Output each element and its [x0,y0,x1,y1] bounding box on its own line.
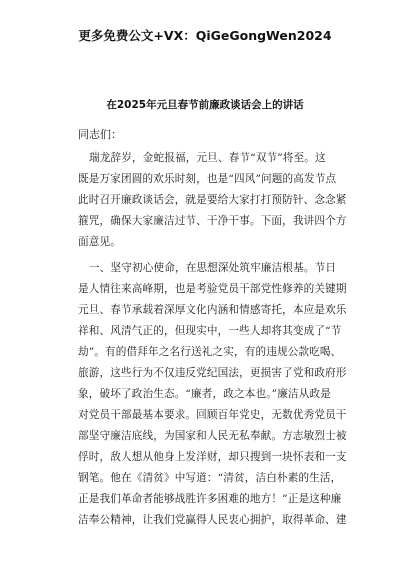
document-title: 在2025年元旦春节前廉政谈话会上的讲话 [106,99,304,111]
body-line: 旅游，这些行为不仅违反党纪国法，更损害了党和政府形 [78,367,347,379]
body-line: 面意见。 [78,236,121,248]
body-line: 既是万家团圆的欢乐时刻，也是“四风”问题的高发节点 [78,173,337,185]
body-line: 此时召开廉政谈话会，就是要给大家打打预防针、念念紧 [78,194,347,206]
body-line: 洁奉公精神，让我们党赢得人民衷心拥护，取得革命、建 [78,514,347,526]
body-line: 俘时，敌人想从他身上发洋财，却只搜到一块怀表和一支 [78,451,347,463]
body-line: 箍咒，确保大家廉洁过节、干净干事。下面，我讲四个方 [78,215,347,227]
body-line: 祥和、风清气正的，但现实中，一些人却将其变成了“节 [78,325,342,337]
body-line: 象，破坏了政治生态。“廉者，政之本也。”廉洁从政是 [78,388,331,400]
body-line: 对党员干部最基本要求。回顾百年党史，无数优秀党员干 [78,409,347,421]
body-line: 瑞龙辞岁，金蛇报福，元旦、春节“双节”将至。这 [89,152,326,164]
body-line: 是人情往来高峰期，也是考验党员干部党性修养的关键期 [78,283,347,295]
salutation: 同志们： [78,128,122,141]
body-line: 元旦、春节承载着深厚文化内涵和情感寄托，本应是欢乐 [78,304,347,316]
promo-header: 更多免费公文+VX：QiGeGongWen2024 [78,28,332,43]
body-line: 正是我们革命者能够战胜许多困难的地方！”正是这种廉 [78,493,342,505]
body-line: 劫”。有的借拜年之名行送礼之实，有的违规公款吃喝、 [78,346,342,358]
body-line: 部坚守廉洁底线，为国家和人民无私奉献。方志敏烈士被 [78,430,347,442]
body-line: 钢笔。他在《清贫》中写道：“清贫，洁白朴素的生活， [78,472,342,484]
section-heading-line: 一、坚守初心使命，在思想深处筑牢廉洁根基。节日 [89,262,337,274]
